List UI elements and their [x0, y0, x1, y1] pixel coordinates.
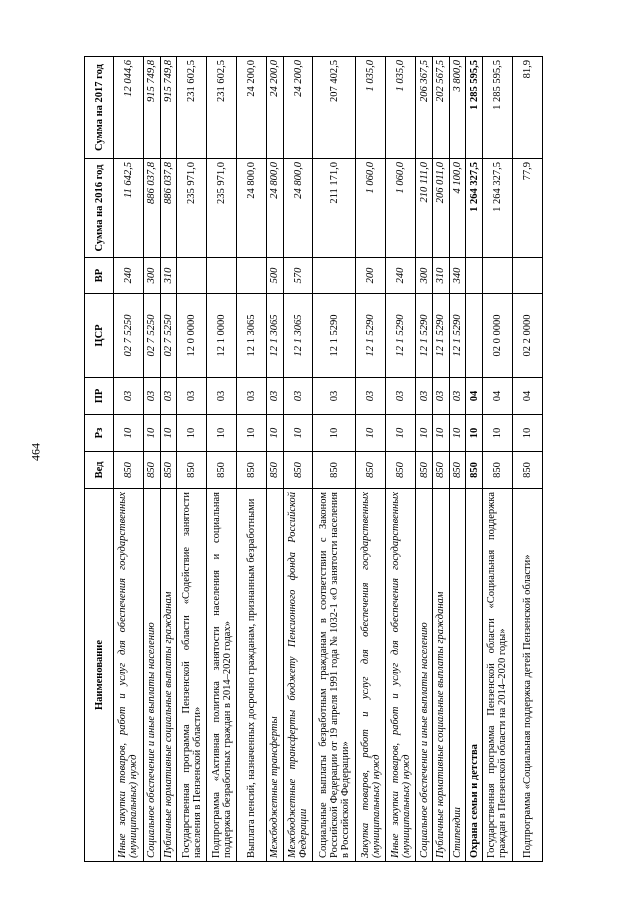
- table-row: [266, 57, 283, 862]
- table-row: [313, 57, 356, 862]
- cell-sum2016: 206 011,0: [432, 159, 449, 258]
- cell-vr: [483, 258, 513, 294]
- header-pr: ПР: [85, 378, 114, 415]
- cell-sum2017: 206 367,5: [416, 57, 433, 159]
- cell-csr: [466, 294, 483, 378]
- cell-sum2017: 81,9: [512, 57, 542, 159]
- header-vr: ВР: [85, 258, 114, 294]
- cell-vr: [466, 258, 483, 294]
- cell-name: Выплата пенсий, назначенных досрочно гражданам, признанным безработными: [237, 489, 267, 862]
- cell-name: Закупка товаров, работ и услуг для обеспечения государственных (муниципальных) нужд: [356, 489, 386, 862]
- table-row: [143, 57, 160, 862]
- cell-sum2017: 1 285 595,5: [466, 57, 483, 159]
- cell-name: Социальное обеспечение и иные выплаты населению: [143, 489, 160, 862]
- cell-rz: 10: [356, 415, 386, 452]
- table-body: [114, 57, 543, 862]
- cell-pr: 03: [237, 378, 267, 415]
- table-row: [160, 57, 177, 862]
- cell-csr: 12 1 3065: [283, 294, 313, 378]
- cell-vr: 340: [449, 258, 466, 294]
- cell-vr: 240: [386, 258, 416, 294]
- cell-pr: 03: [416, 378, 433, 415]
- cell-pr: 03: [160, 378, 177, 415]
- cell-pr: 03: [432, 378, 449, 415]
- cell-ved: 850: [356, 452, 386, 489]
- cell-ved: 850: [237, 452, 267, 489]
- cell-name: Публичные нормативные социальные выплаты гражданам: [160, 489, 177, 862]
- cell-sum2017: 12 044,6: [114, 57, 144, 159]
- cell-sum2017: 3 800,0: [449, 57, 466, 159]
- cell-pr: 03: [356, 378, 386, 415]
- cell-rz: 10: [313, 415, 356, 452]
- cell-pr: 03: [114, 378, 144, 415]
- cell-ved: 850: [207, 452, 237, 489]
- cell-rz: 10: [114, 415, 144, 452]
- cell-csr: 12 0 0000: [177, 294, 207, 378]
- cell-sum2016: 24 800,0: [283, 159, 313, 258]
- cell-sum2016: 1 060,0: [386, 159, 416, 258]
- cell-vr: 570: [283, 258, 313, 294]
- table-row: [237, 57, 267, 862]
- cell-name: Социальное обеспечение и иные выплаты населению: [416, 489, 433, 862]
- cell-ved: 850: [283, 452, 313, 489]
- cell-csr: 12 1 5290: [432, 294, 449, 378]
- cell-csr: 12 1 5290: [356, 294, 386, 378]
- cell-csr: 02 7 5250: [160, 294, 177, 378]
- cell-vr: 310: [432, 258, 449, 294]
- cell-sum2017: 231 602,5: [177, 57, 207, 159]
- budget-table: [84, 56, 543, 862]
- cell-pr: 04: [483, 378, 513, 415]
- cell-ved: 850: [160, 452, 177, 489]
- cell-vr: [207, 258, 237, 294]
- cell-name: Публичные нормативные социальные выплаты гражданам: [432, 489, 449, 862]
- table-row: [283, 57, 313, 862]
- cell-ved: 850: [266, 452, 283, 489]
- table-row: [416, 57, 433, 862]
- cell-ved: 850: [416, 452, 433, 489]
- cell-vr: 240: [114, 258, 144, 294]
- cell-rz: 10: [449, 415, 466, 452]
- cell-rz: 10: [160, 415, 177, 452]
- cell-sum2016: 1 264 327,5: [466, 159, 483, 258]
- cell-sum2017: 915 749,8: [160, 57, 177, 159]
- cell-sum2016: 211 171,0: [313, 159, 356, 258]
- cell-pr: 03: [207, 378, 237, 415]
- table-row: [114, 57, 144, 862]
- cell-pr: 03: [266, 378, 283, 415]
- cell-ved: 850: [143, 452, 160, 489]
- cell-name: Иные закупки товаров, работ и услуг для обеспечения государственных (муниципальных) нужд: [386, 489, 416, 862]
- cell-ved: 850: [483, 452, 513, 489]
- table-row: [177, 57, 207, 862]
- cell-name: Государственная программа Пензенской области «Содействие занятости населения в Пензенской области»: [177, 489, 207, 862]
- cell-csr: 02 0 0000: [483, 294, 513, 378]
- cell-name: Подпрограмма «Активная политика занятости населения и социальная поддержка безработных граждан в 2014–2020 годах»: [207, 489, 237, 862]
- cell-ved: 850: [466, 452, 483, 489]
- cell-sum2016: 886 037,8: [160, 159, 177, 258]
- cell-rz: 10: [386, 415, 416, 452]
- cell-sum2017: 24 200,0: [237, 57, 267, 159]
- table-row: [466, 57, 483, 862]
- table-row: [356, 57, 386, 862]
- cell-pr: 03: [386, 378, 416, 415]
- header-sum-2017: Сумма на 2017 год: [85, 57, 114, 159]
- cell-ved: 850: [449, 452, 466, 489]
- cell-vr: [177, 258, 207, 294]
- cell-ved: 850: [432, 452, 449, 489]
- cell-sum2017: 231 602,5: [207, 57, 237, 159]
- header-rz: Рз: [85, 415, 114, 452]
- cell-vr: 310: [160, 258, 177, 294]
- cell-sum2016: 235 971,0: [207, 159, 237, 258]
- rotated-table-container: [84, 57, 543, 862]
- cell-vr: 200: [356, 258, 386, 294]
- cell-rz: 10: [266, 415, 283, 452]
- cell-pr: 03: [449, 378, 466, 415]
- cell-ved: 850: [313, 452, 356, 489]
- cell-pr: 03: [313, 378, 356, 415]
- cell-rz: 10: [416, 415, 433, 452]
- cell-pr: 03: [283, 378, 313, 415]
- cell-sum2016: 886 037,8: [143, 159, 160, 258]
- cell-sum2017: 207 402,5: [313, 57, 356, 159]
- cell-sum2016: 235 971,0: [177, 159, 207, 258]
- cell-sum2017: 915 749,8: [143, 57, 160, 159]
- cell-name: Подпрограмма «Социальная поддержка детей Пензенской области»: [512, 489, 542, 862]
- cell-rz: 10: [432, 415, 449, 452]
- page-number: 464: [28, 443, 43, 461]
- cell-sum2017: 24 200,0: [283, 57, 313, 159]
- cell-vr: [313, 258, 356, 294]
- cell-sum2016: 24 800,0: [266, 159, 283, 258]
- cell-sum2016: 24 800,0: [237, 159, 267, 258]
- cell-csr: 02 7 5250: [114, 294, 144, 378]
- cell-rz: 10: [466, 415, 483, 452]
- cell-sum2016: 77,9: [512, 159, 542, 258]
- cell-rz: 10: [177, 415, 207, 452]
- cell-name: Государственная программа Пензенской области «Социальная поддержка граждан в Пензенской области на 2014–2020 годы»: [483, 489, 513, 862]
- table-row: [386, 57, 416, 862]
- cell-csr: 02 7 5250: [143, 294, 160, 378]
- cell-sum2016: 210 111,0: [416, 159, 433, 258]
- cell-ved: 850: [177, 452, 207, 489]
- cell-rz: 10: [483, 415, 513, 452]
- cell-name: Межбюджетные трансферты: [266, 489, 283, 862]
- header-name: Наименование: [85, 489, 114, 862]
- cell-csr: 02 2 0000: [512, 294, 542, 378]
- cell-vr: 300: [143, 258, 160, 294]
- cell-sum2017: 1 035,0: [356, 57, 386, 159]
- cell-rz: 10: [143, 415, 160, 452]
- cell-pr: 03: [143, 378, 160, 415]
- cell-sum2017: 24 200,0: [266, 57, 283, 159]
- cell-vr: [512, 258, 542, 294]
- header-sum-2016: Сумма на 2016 год: [85, 159, 114, 258]
- cell-csr: 12 1 5290: [386, 294, 416, 378]
- cell-rz: 10: [237, 415, 267, 452]
- cell-name: Стипендии: [449, 489, 466, 862]
- cell-csr: 12 1 5290: [416, 294, 433, 378]
- cell-pr: 04: [466, 378, 483, 415]
- cell-pr: 03: [177, 378, 207, 415]
- table-row: [432, 57, 449, 862]
- cell-csr: 12 1 3065: [237, 294, 267, 378]
- cell-sum2016: 1 264 327,5: [483, 159, 513, 258]
- cell-sum2016: 11 642,5: [114, 159, 144, 258]
- cell-ved: 850: [512, 452, 542, 489]
- cell-sum2017: 202 567,5: [432, 57, 449, 159]
- cell-rz: 10: [283, 415, 313, 452]
- cell-rz: 10: [512, 415, 542, 452]
- cell-name: Охрана семьи и детства: [466, 489, 483, 862]
- cell-vr: 300: [416, 258, 433, 294]
- table-row: [207, 57, 237, 862]
- header-ved: Вед: [85, 452, 114, 489]
- table-header-row: [85, 57, 114, 862]
- cell-sum2017: 1 035,0: [386, 57, 416, 159]
- cell-csr: 12 1 5290: [449, 294, 466, 378]
- cell-sum2017: 1 285 595,5: [483, 57, 513, 159]
- table-row: [483, 57, 513, 862]
- cell-sum2016: 4 100,0: [449, 159, 466, 258]
- cell-csr: 12 1 5290: [313, 294, 356, 378]
- table-row: [512, 57, 542, 862]
- cell-vr: [237, 258, 267, 294]
- cell-rz: 10: [207, 415, 237, 452]
- cell-sum2016: 1 060,0: [356, 159, 386, 258]
- cell-ved: 850: [114, 452, 144, 489]
- cell-vr: 500: [266, 258, 283, 294]
- cell-ved: 850: [386, 452, 416, 489]
- cell-name: Иные закупки товаров, работ и услуг для обеспечения государственных (муниципальных) нужд: [114, 489, 144, 862]
- cell-name: Социальные выплаты безработным гражданам в соответствии с Законом Российской Федерации от 19 апреля 1991 года № 1032-1 «О занятости населения в Российской Федерации»: [313, 489, 356, 862]
- cell-name: Межбюджетные трансферты бюджету Пенсионного фонда Российской Федерации: [283, 489, 313, 862]
- cell-csr: 12 1 3065: [266, 294, 283, 378]
- cell-pr: 04: [512, 378, 542, 415]
- header-csr: ЦСР: [85, 294, 114, 378]
- table-row: [449, 57, 466, 862]
- cell-csr: 12 1 0000: [207, 294, 237, 378]
